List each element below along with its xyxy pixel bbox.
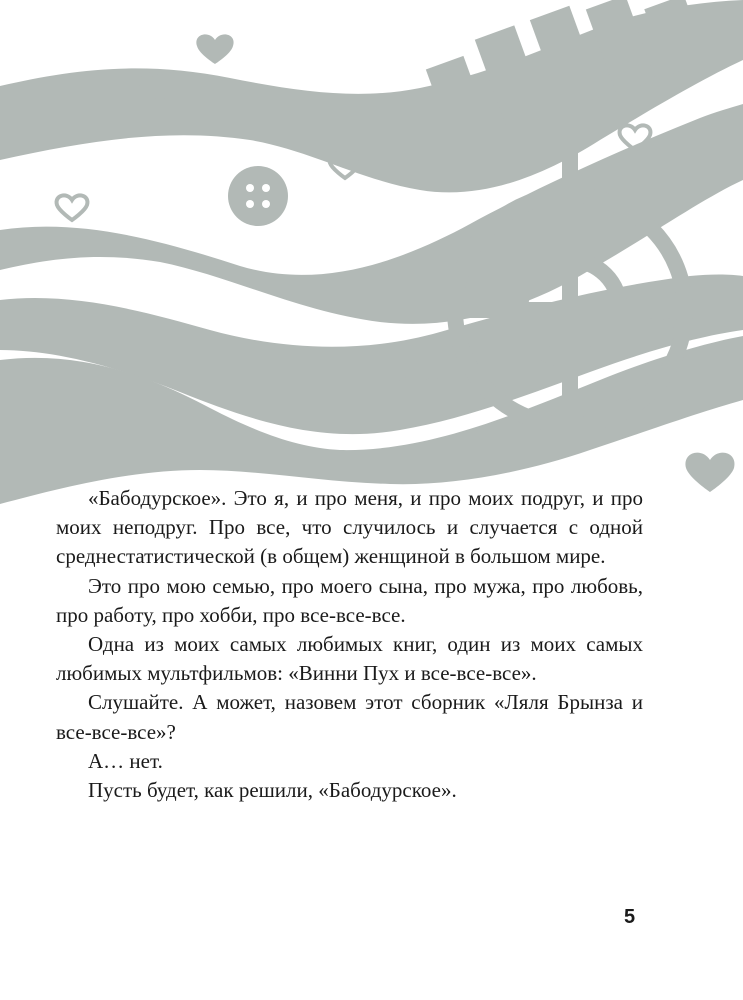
paragraph: Слушайте. А может, назовем этот сборник «Ляля Брынза и все-все-все»? — [56, 690, 643, 744]
paragraph: Одна из моих самых любимых книг, один из моих самых любимых мультфильмов: «Винни Пух и все-все-все». — [56, 632, 643, 686]
paragraph: Это про мою семью, про моего сына, про мужа, про любовь, про работу, про хобби, про все-все-все. — [56, 573, 643, 627]
paragraph: «Бабодурское». Это я, и про меня, и про моих подруг, и про моих неподруг. Про все, что случилось и случается с одной среднестатистической (в общем) женщиной в большом мире. — [56, 486, 643, 569]
heart-icon — [57, 195, 88, 220]
button-icon — [228, 166, 288, 226]
page-number: 5 — [624, 906, 636, 928]
heart-icon — [685, 453, 734, 492]
paragraph: Пусть будет, как решили, «Бабодурское». — [88, 778, 457, 803]
paragraph: А… нет. — [88, 748, 163, 773]
heart-icon — [196, 34, 233, 64]
body-text — [56, 484, 643, 805]
